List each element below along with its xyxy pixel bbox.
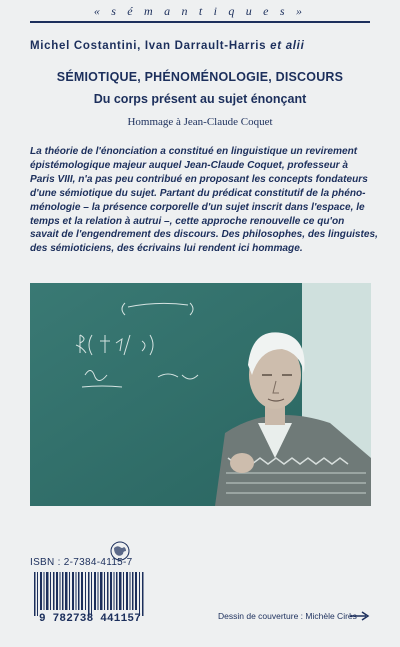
arrow-right-icon (350, 611, 370, 621)
blurb-line: d'une sémiotique du sujet. Partant du prédicat constitutif de la phéno- (30, 187, 366, 199)
barcode-number: 9 782738 441157 (38, 613, 142, 625)
blurb-line: Paris VIII, n'a pas peu contribué en proposant les concepts fondateurs (30, 173, 368, 185)
book-subtitle: Du corps présent au sujet énonçant (93, 92, 307, 106)
blurb-line: temps et la relation à autrui –, cette approche renouvelle ce qu'on (30, 215, 345, 227)
blurb-line: ménologie – la présence corporelle d'un sujet inscrit dans l'espace, le (30, 201, 365, 213)
et-alii: et alii (270, 40, 305, 52)
author-photo (30, 283, 371, 506)
cover-credit: Dessin de couverture : Michèle Cirès (218, 611, 357, 621)
blurb-line: savait de l'engendrement des discours. Des philosophes, des linguistes, (30, 229, 378, 241)
book-title: SÉMIOTIQUE, PHÉNOMÉNOLOGIE, DISCOURS (56, 70, 344, 84)
blurb-line: des sémioticiens, des écrivains lui rendent ici hommage. (30, 243, 303, 255)
series-name: « s é m a n t i q u e s » (93, 4, 307, 18)
authors-line (30, 40, 375, 52)
photo-illustration (30, 283, 371, 506)
author-names: Michel Costantini, Ivan Darrault-Harris (30, 40, 267, 52)
homage-line: Hommage à Jean-Claude Coquet (127, 116, 273, 128)
blurb-line: épistémologique majeur auquel Jean-Claude Coquet, professeur à (30, 159, 349, 171)
top-rule (30, 21, 370, 23)
blurb-line: La théorie de l'énonciation a constitué en linguistique un revirement (30, 146, 358, 157)
blurb-text (30, 145, 378, 256)
globe-icon (110, 541, 130, 561)
isbn: ISBN : 2-7384-4115-7 (30, 557, 133, 568)
